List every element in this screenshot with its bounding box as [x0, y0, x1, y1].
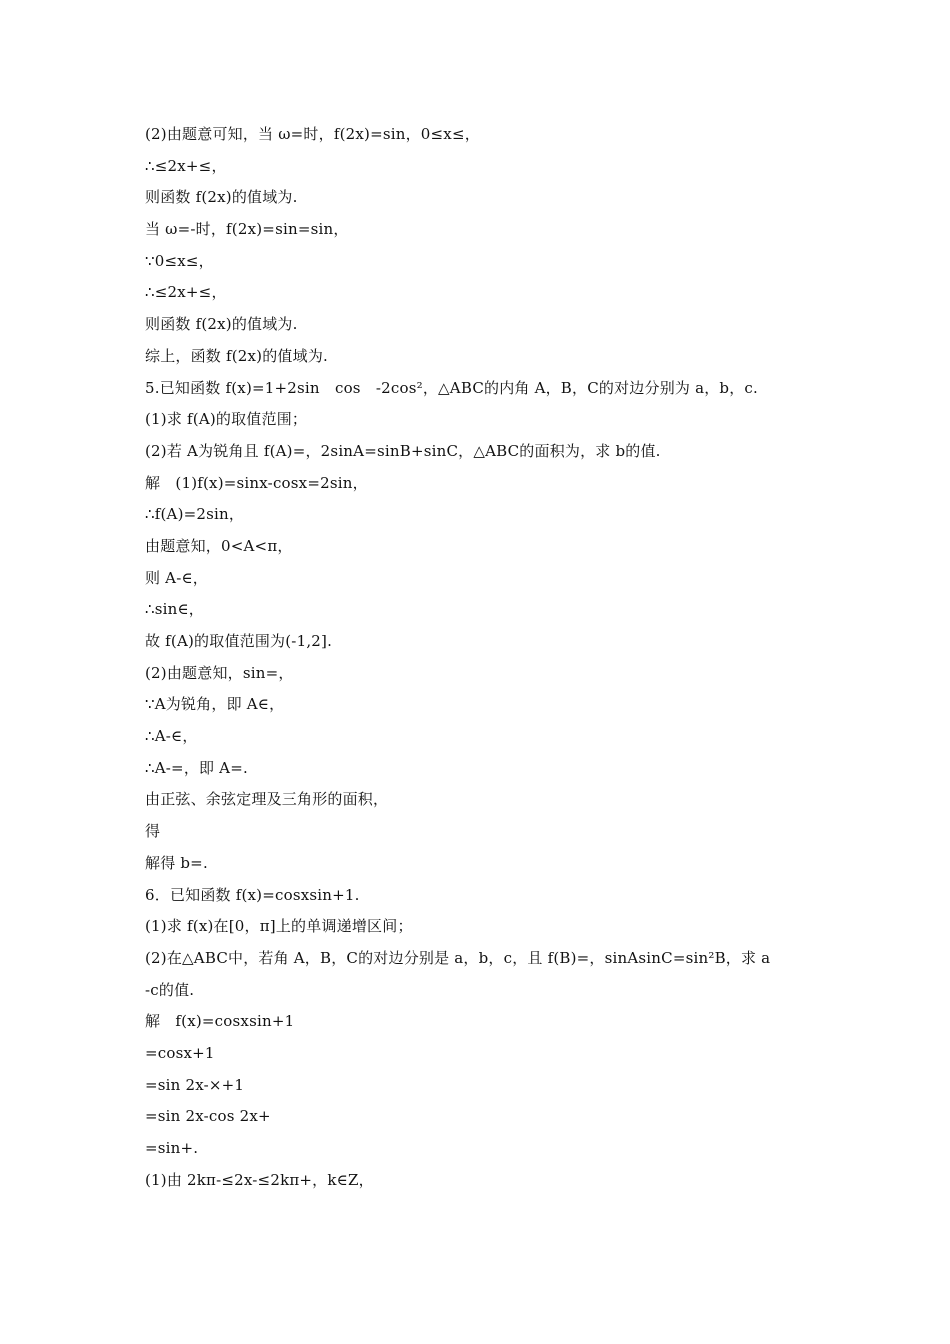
text-line: (2)由题意可知，当 ω=时，f(2x)=sin，0≤x≤，	[145, 125, 480, 143]
text-line: =cosx+1	[145, 1043, 215, 1062]
text-line: 得	[145, 822, 161, 841]
text-line: (2)在△ABC中，若角 A，B，C的对边分别是 a，b，c，且 f(B)=，sinAsinC=sin²B，求 a	[145, 948, 771, 967]
text-line: ∵A为锐角，即 A∈，	[145, 695, 285, 714]
text-line: =sin 2x-×+1	[145, 1075, 245, 1094]
text-line: 综上，函数 f(2x)的值域为.	[145, 346, 328, 365]
document-body	[145, 119, 817, 1196]
text-line: ∴≤2x+≤，	[145, 156, 227, 175]
text-line: ∴≤2x+≤，	[145, 283, 227, 302]
text-line: 由正弦、余弦定理及三角形的面积，	[145, 790, 389, 809]
text-line: 则函数 f(2x)的值域为.	[145, 315, 298, 334]
text-line: (2)由题意知，sin=，	[145, 663, 294, 682]
text-line: 解得 b=.	[145, 853, 208, 872]
text-line: -c的值.	[145, 980, 195, 999]
text-line: ∴sin∈，	[145, 600, 205, 619]
text-line: ∵0≤x≤，	[145, 251, 214, 270]
text-line: 则函数 f(2x)的值域为.	[145, 188, 298, 207]
text-line: 当 ω=-时，f(2x)=sin=sin，	[145, 220, 349, 239]
text-line: (1)求 f(x)在[0，π]上的单调递增区间；	[145, 917, 413, 936]
text-line: 由题意知，0<A<π，	[145, 536, 293, 555]
problem-5-statement: 5.已知函数 f(x)=1+2sin cos -2cos²，△ABC的内角 A，B，C的对边分别为 a，b，c.	[145, 378, 758, 397]
text-line: (1)由 2kπ-≤2x-≤2kπ+，k∈Z，	[145, 1170, 374, 1189]
text-line: (2)若 A为锐角且 f(A)=，2sinA=sinB+sinC，△ABC的面积为，求 b的值.	[145, 441, 661, 460]
text-line: =sin 2x-cos 2x+	[145, 1107, 271, 1126]
text-line: 故 f(A)的取值范围为(-1,2].	[145, 632, 333, 650]
text-line: 则 A-∈，	[145, 568, 208, 587]
text-line: =sin+.	[145, 1139, 199, 1157]
text-line: (1)求 f(A)的取值范围；	[145, 410, 308, 429]
solution-start: 解 f(x)=cosxsin+1	[145, 1012, 295, 1031]
text-line: ∴A-∈，	[145, 727, 198, 746]
text-line: ∴f(A)=2sin，	[145, 505, 245, 524]
solution-start: 解 (1)f(x)=sinx-cosx=2sin，	[145, 473, 368, 492]
problem-6-statement: 6．已知函数 f(x)=cosxsin+1.	[145, 885, 360, 904]
text-line: ∴A-=，即 A=.	[145, 758, 248, 777]
